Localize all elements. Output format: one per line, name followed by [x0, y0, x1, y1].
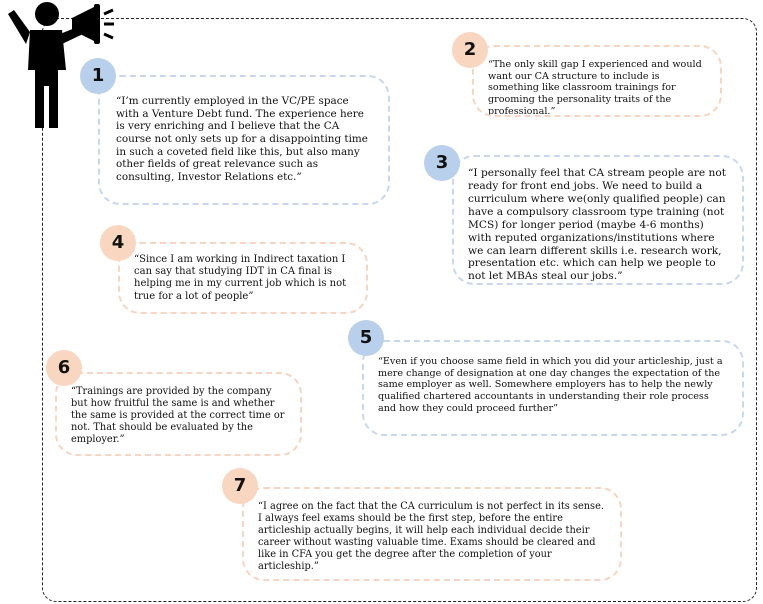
badge-4: 4 — [100, 225, 136, 261]
quote-card-2 — [472, 45, 722, 117]
quote-text-3: “I personally feel that CA stream people are not ready for front end jobs. We need to build a curriculum where we(only qualified people) can have a compulsory classroom type training (not MCS) for longer period (maybe 4-6 months) with reputed organizations/institutions where we can learn different skills i.e. research work, presentation etc. which can help we people to not let MBAs steal our jobs.” — [468, 167, 726, 283]
badge-1: 1 — [80, 58, 116, 94]
badge-7: 7 — [222, 468, 258, 504]
quote-text-1: “I’m currently employed in the VC/PE space with a Venture Debt fund. The experience here is very enriching and I believe that the CA course not only sets up for a disappointing time in such a coveted field like this, but also many other fields of great relevance such as consulting, Investor Relations etc.” — [116, 95, 368, 184]
badge-2: 2 — [452, 32, 488, 68]
quote-card-6 — [55, 372, 302, 456]
quote-text-7: “I agree on the fact that the CA curriculum is not perfect in its sense. I always feel exams should be the first step, before the entire articleship actually begins, it will help each individual decide their career without wasting valuable time. Exams should be cleared and like in CFA you get the degree after the completion of your articleship.” — [258, 501, 604, 572]
quote-text-4: “Since I am working in Indirect taxation I can say that studying IDT in CA final is helping me in my current job which is not true for a lot of people” — [134, 254, 347, 302]
quote-card-4 — [118, 242, 368, 314]
quote-card-7 — [242, 487, 622, 581]
quote-text-5: “Even if you choose same field in which you did your articleship, just a mere change of designation at one day changes the expectation of the same employer as well. Somewhere employers has to help the newly qualified chartered accountants in understanding their role process and how they could proceed further” — [378, 356, 723, 414]
badge-6: 6 — [46, 350, 82, 386]
quote-card-1 — [98, 75, 390, 205]
badge-3: 3 — [424, 145, 460, 181]
quote-text-6: “Trainings are provided by the company but how fruitful the same is and whether the same is provided at the correct time or not. That should be evaluated by the employer.” — [71, 386, 285, 445]
quote-card-3 — [452, 155, 744, 285]
badge-5: 5 — [348, 320, 384, 356]
quote-card-5 — [362, 340, 744, 436]
quote-text-2: “The only skill gap I experienced and would want our CA structure to include is something like classroom trainings for grooming the personality traits of the professional.” — [488, 59, 702, 117]
